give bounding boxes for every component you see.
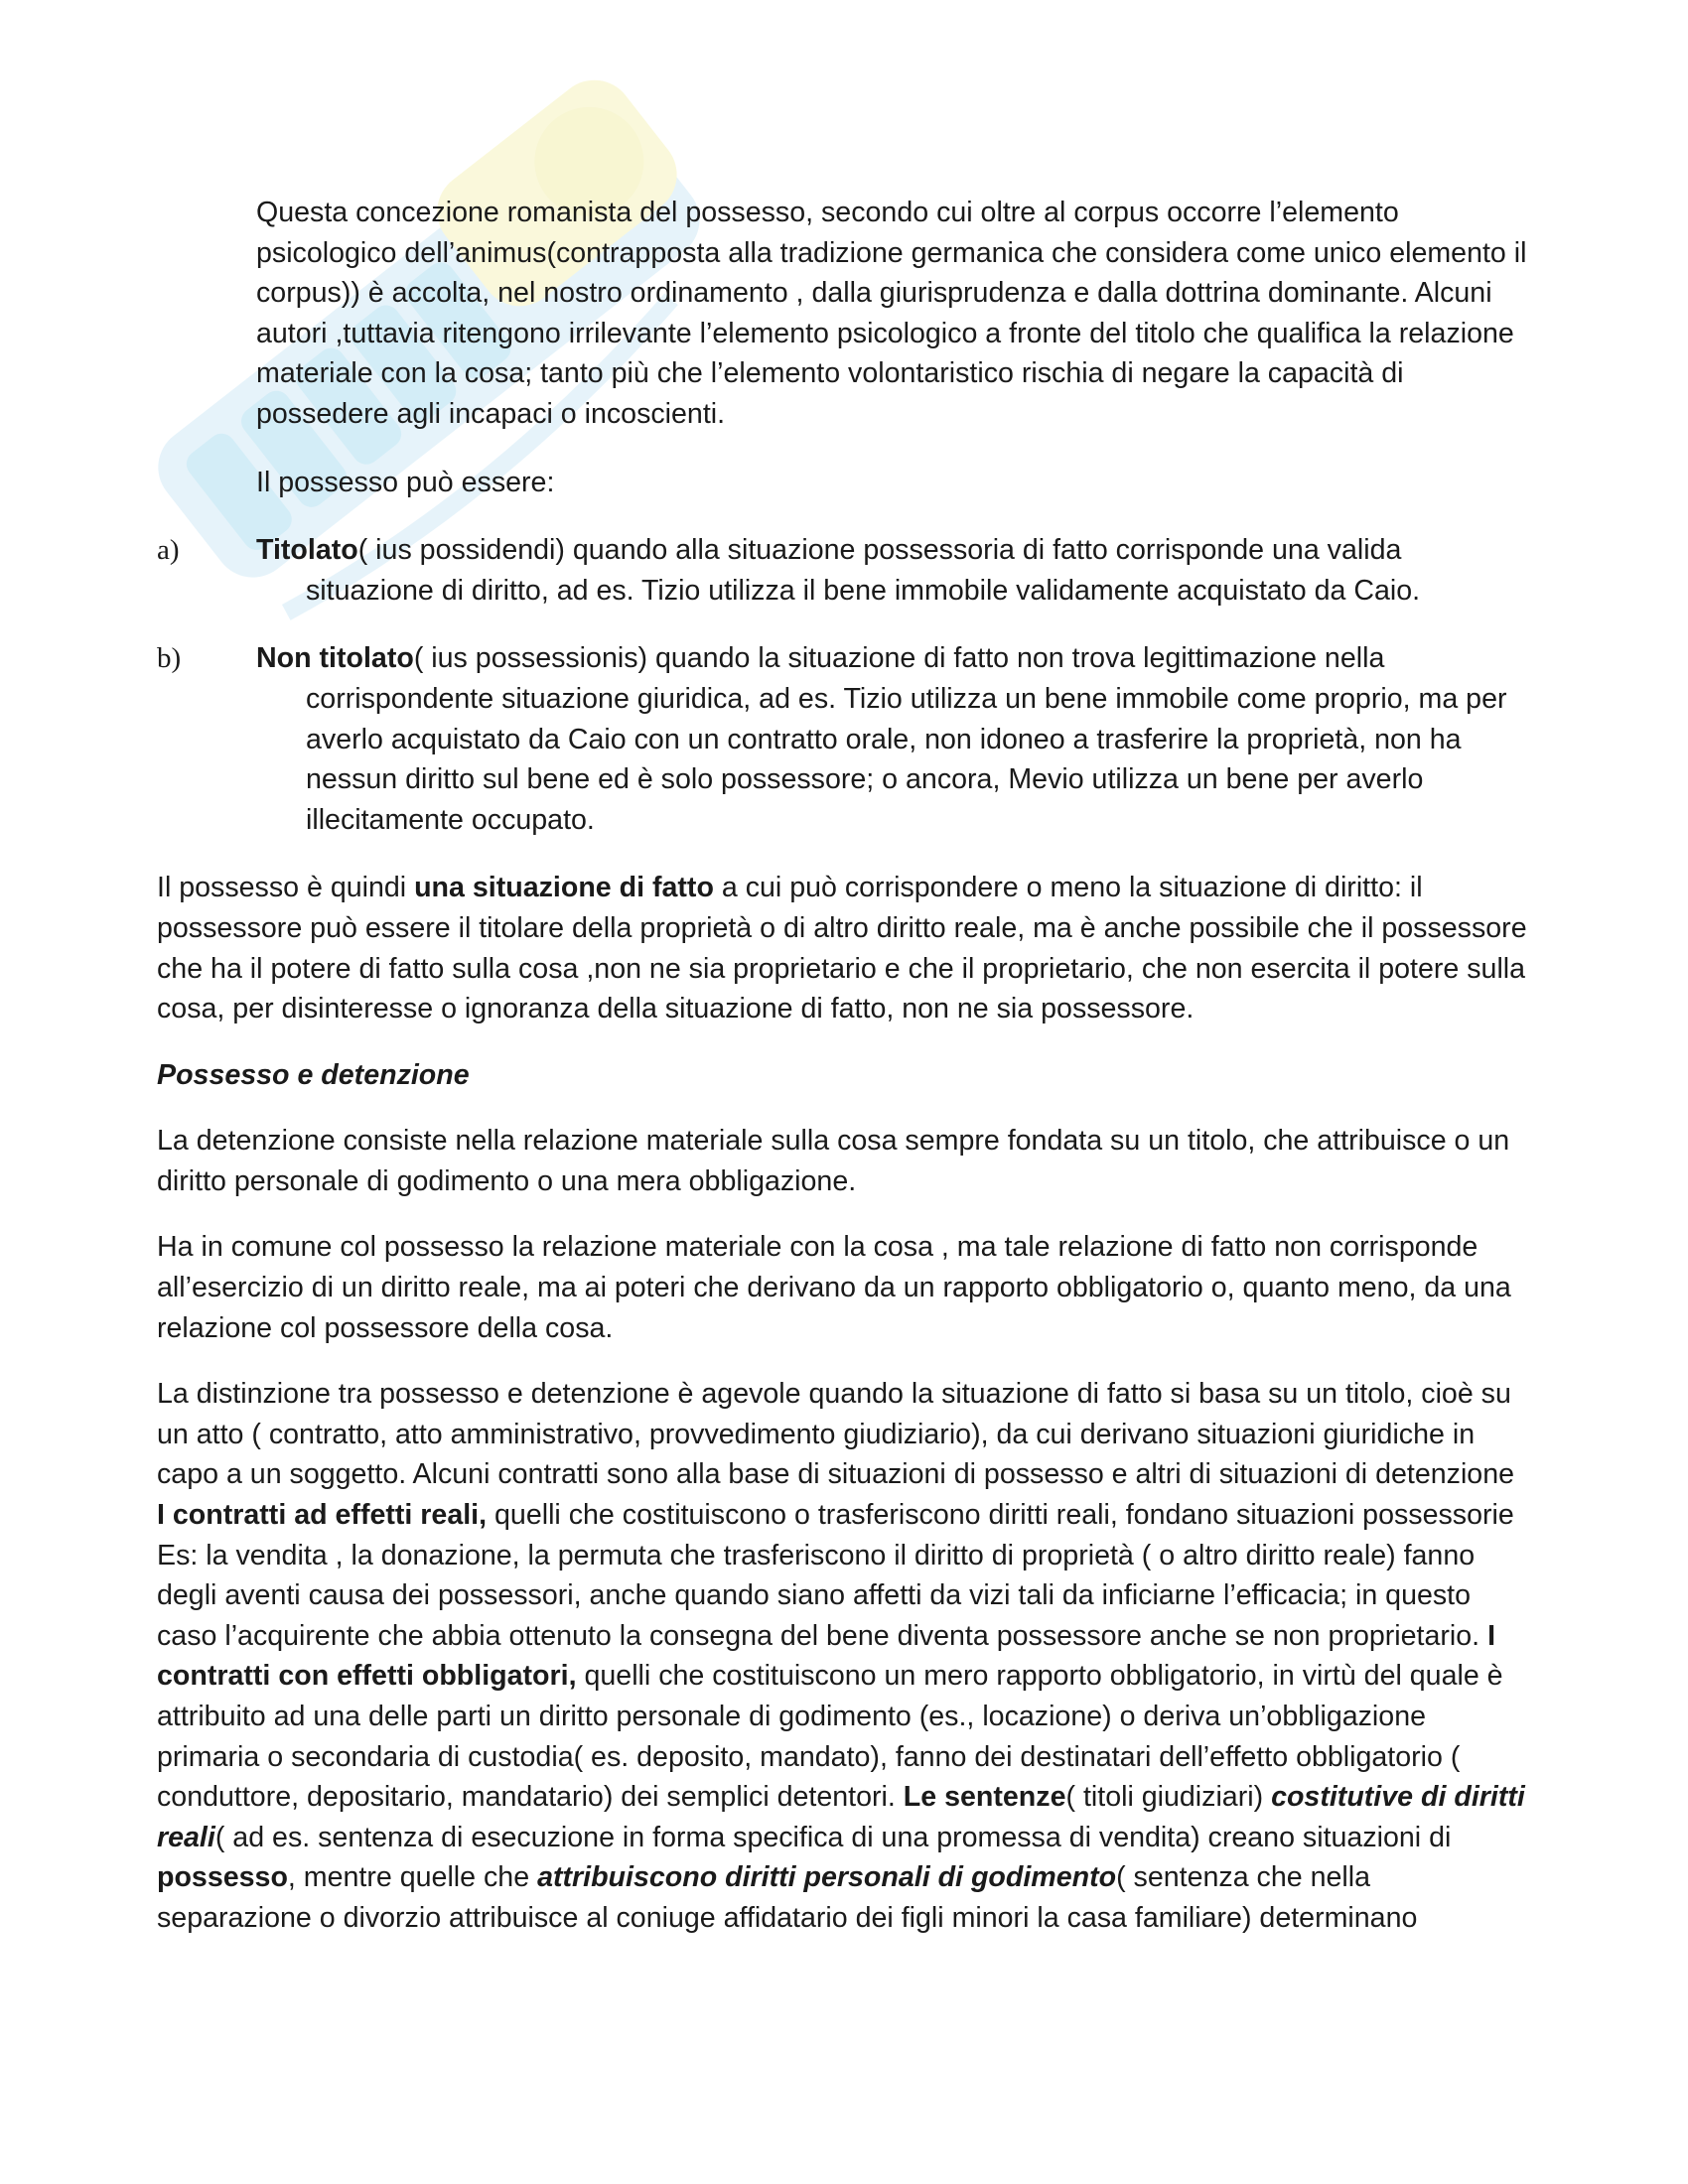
text-run: ( titoli giudiziari): [1065, 1781, 1272, 1814]
term-non-titolato: Non titolato: [256, 642, 414, 675]
document-page: [157, 193, 1527, 1939]
text-run: ( ad es. sentenza di esecuzione in forma specifica di una promessa di vendita) creano situazioni di: [214, 1821, 1452, 1853]
bold-italic-run: attribuiscono diritti personali di godimento: [537, 1861, 1117, 1894]
text-run: , mentre quelle che: [287, 1861, 538, 1894]
bold-run: una situazione di fatto: [414, 872, 714, 904]
text-run: quelli che costituiscono o trasferiscono diritti reali, fondano situazioni possessorie Es: la vendita , la donazione, la permuta che trasferiscono il diritto di proprietà ( o altro diritto reale) fanno degli aventi causa dei possessori, anche quando siano affetti da vizi tali da inficiarne l’efficacia; in questo caso l’acquirente che abbia ottenuto la consegna del bene diventa possessore anche se non proprietario.: [157, 1499, 1514, 1652]
bold-run: I contratti con effetti obbligatori,: [157, 1619, 1496, 1693]
list-item-non-titolato: [157, 638, 1527, 840]
paragraph-detenzione-common: Ha in comune col possesso la relazione materiale con la cosa , ma tale relazione di fatto non corrisponde all’esercizio di un diritto reale, ma ai poteri che derivano da un rapporto obbligatorio o, quanto meno, da una relazione col possessore della cosa.: [157, 1231, 1511, 1344]
paragraph-romanist-concept: Questa concezione romanista del possesso, secondo cui oltre al corpus occorre l’elemento psicologico dell’animus(contrapposta alla tradizione germanica che considera come unico elemento il corpus)) è accolta, nel nostro ordinamento , dalla giurisprudenza e dalla dottrina dominante. Alcuni autori ,tuttavia ritengono irrilevante l’elemento psicologico a fronte del titolo che qualifica la relazione materiale con la cosa; tanto più che l’elemento volontaristico rischia di negare la capacità di possedere agli incapaci o incoscienti.: [256, 197, 1527, 430]
text-run: quelli che costituiscono un mero rapporto obbligatorio, in virtù del quale è attribuito ad una delle parti un diritto personale di godimento (es., locazione) o deriva un’obbligazione primaria o secondaria di custodia( es. deposito, mandato), fanno dei destinatari dell’effetto obbligatorio ( conduttore, depositario, mandatario) dei semplici detentori.: [157, 1660, 1503, 1814]
text-run: Il possesso è quindi: [157, 872, 415, 904]
bold-run: I contratti ad effetti reali,: [157, 1499, 488, 1532]
term-titolato: Titolato: [256, 534, 358, 567]
paragraph-possession-types-intro: Il possesso può essere:: [256, 466, 555, 498]
list-marker-b: b): [157, 642, 182, 675]
paragraph-situation-of-fact: [157, 868, 1527, 1028]
list-item-titolato: [157, 530, 1527, 611]
text-run: ( sentenza che nella separazione o divorzio attribuisce al coniuge affidatario dei figli minori la casa familiare) determinano: [157, 1861, 1418, 1934]
text-run: La distinzione tra possesso e detenzione è agevole quando la situazione di fatto si basa su un titolo, cioè su un atto ( contratto, atto amministrativo, provvedimento giudiziario), da cui derivano situazioni giuridiche in capo a un soggetto. Alcuni contratti sono alla base di situazioni di possesso e altri di situazioni di detenzione: [157, 1378, 1514, 1491]
text-run: a cui può corrispondere o meno la situazione di diritto: il possessore può essere il titolare della proprietà o di altro diritto reale, ma è anche possibile che il possessore che ha il potere di fatto sulla cosa ,non ne sia proprietario e che il proprietario, che non esercita il potere sulla cosa, per disinteresse o ignoranza della situazione di fatto, non ne sia possessore.: [157, 872, 1527, 1025]
bold-run: possesso: [157, 1861, 288, 1894]
section-heading-possesso-detenzione: Possesso e detenzione: [157, 1058, 470, 1091]
definition-titolato: ( ius possidendi) quando alla situazione possessoria di fatto corrisponde una valida situazione di diritto, ad es. Tizio utilizza il bene immobile validamente acquistato da Caio.: [306, 534, 1421, 607]
bold-run: Le sentenze: [903, 1781, 1066, 1814]
list-marker-a: a): [157, 534, 180, 567]
paragraph-detenzione-definition: La detenzione consiste nella relazione materiale sulla cosa sempre fondata su un titolo, che attribuisce o un diritto personale di godimento o una mera obbligazione.: [157, 1125, 1510, 1197]
definition-non-titolato: ( ius possessionis) quando la situazione di fatto non trova legittimazione nella corrispondente situazione giuridica, ad es. Tizio utilizza un bene immobile come proprio, ma per averlo acquistato da Caio con un contratto orale, non idoneo a trasferire la proprietà, non ha nessun diritto sul bene ed è solo possessore; o ancora, Mevio utilizza un bene per averlo illecitamente occupato.: [306, 642, 1507, 836]
paragraph-distinction: [157, 1374, 1527, 1938]
bold-italic-run: costitutive di diritti reali: [157, 1781, 1525, 1853]
